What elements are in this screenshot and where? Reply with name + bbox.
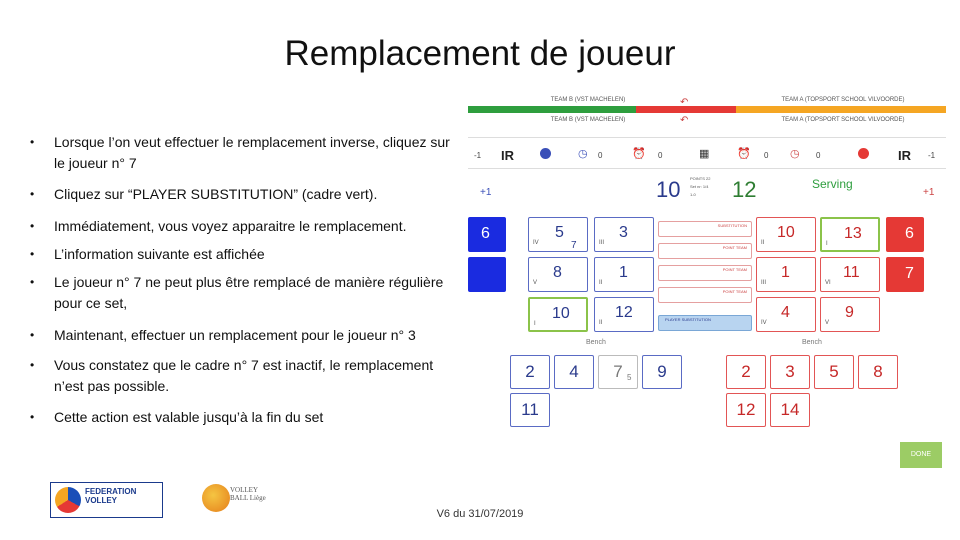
substitute-number: 7 — [571, 240, 577, 251]
bench-player[interactable]: 4 — [554, 355, 594, 389]
bench-player[interactable]: 2 — [510, 355, 550, 389]
position-label: VI — [825, 280, 831, 286]
set-info-line: POINTS 22 — [690, 176, 711, 181]
bullet-text: Immédiatement, vous voyez apparaitre le remplacement. — [54, 218, 407, 234]
bench-player[interactable]: 8 — [858, 355, 898, 389]
player-box[interactable] — [756, 257, 816, 292]
player-number: 5 — [555, 224, 564, 241]
app-screenshot — [468, 95, 950, 490]
score-left: 10 — [656, 177, 681, 202]
bullet-item — [30, 407, 460, 428]
position-label: I — [826, 241, 828, 247]
bullet-symbol: • — [30, 328, 35, 342]
player-number: 10 — [552, 305, 570, 322]
bullet-item — [30, 184, 460, 205]
timer-icon[interactable]: ◷ — [578, 148, 588, 160]
libero-number: 7 — [905, 265, 914, 282]
bullet-item — [30, 272, 460, 314]
position-label: IV — [533, 240, 539, 246]
player-number: 8 — [553, 264, 562, 281]
player-number: 3 — [619, 224, 628, 241]
left-ir[interactable]: IR — [501, 148, 514, 163]
bench-player[interactable]: 11 — [510, 393, 550, 427]
calendar-icon[interactable]: ▦ — [699, 148, 710, 160]
volleyball-icon[interactable] — [540, 148, 551, 159]
bullet-item — [30, 244, 460, 265]
bench-player-inactive[interactable] — [598, 355, 638, 389]
team-b-subheader: TEAM A (TOPSPORT SCHOOL VILVOORDE) — [781, 117, 905, 123]
done-button[interactable]: DONE — [900, 442, 942, 468]
position-label: III — [761, 280, 767, 286]
player-number: 12 — [615, 304, 633, 321]
club-logo-text: VOLLEY BALL Liège — [230, 486, 266, 502]
bullet-symbol: • — [30, 219, 35, 233]
event-item[interactable]: SUBSTITUTION — [658, 221, 752, 237]
position-label: V — [825, 320, 830, 326]
bullet-item — [30, 132, 460, 174]
bullet-text: Maintenant, effectuer un remplacement pour le joueur n° 3 — [54, 327, 416, 343]
team-a-header: TEAM B (VST MACHELEN) — [550, 97, 626, 103]
slide-title: Remplacement de joueur — [284, 34, 676, 73]
alarm-icon[interactable]: ⏰ — [632, 148, 646, 160]
player-substitution-button[interactable]: PLAYER SUBSTITUTION — [658, 315, 752, 331]
event-item[interactable]: POINT TEAM — [658, 243, 752, 259]
player-box[interactable] — [594, 257, 654, 292]
team-b-header: TEAM A (TOPSPORT SCHOOL VILVOORDE) — [781, 97, 905, 103]
left-minus[interactable]: -1 — [474, 151, 482, 160]
right-minus[interactable]: -1 — [928, 151, 936, 160]
plus-right-button[interactable]: +1 — [923, 187, 935, 198]
position-label: II — [599, 280, 603, 286]
bullet-item — [30, 325, 460, 346]
volleyball-icon[interactable] — [858, 148, 869, 159]
team-a-subheader: TEAM B (VST MACHELEN) — [550, 117, 626, 123]
position-label: V — [533, 280, 538, 286]
bullet-item — [30, 355, 460, 397]
bench-player[interactable]: 3 — [770, 355, 810, 389]
bullet-symbol: • — [30, 275, 35, 289]
player-box-selected[interactable] — [528, 297, 588, 332]
left-libero-2[interactable] — [468, 257, 506, 292]
federation-logo-text: FEDERATION VOLLEY — [85, 487, 137, 505]
event-item[interactable]: POINT TEAM — [658, 265, 752, 281]
position-label: I — [534, 321, 536, 327]
bench-label-left: Bench — [586, 339, 606, 346]
player-number: 11 — [843, 264, 860, 281]
bullet-text: Cette action est valable jusqu’à la fin du set — [54, 409, 324, 425]
right-ir[interactable]: IR — [898, 148, 911, 163]
position-label: IV — [761, 320, 767, 326]
substitute-number: 5 — [627, 373, 632, 382]
left-stat-2: 0 — [658, 151, 663, 160]
left-stat-1: 0 — [598, 151, 603, 160]
bench-player[interactable]: 14 — [770, 393, 810, 427]
position-label: II — [761, 240, 765, 246]
right-libero-1[interactable] — [886, 217, 924, 252]
team-a-bar — [468, 106, 636, 113]
footer-version: V6 du 31/07/2019 — [436, 508, 524, 520]
set-info-line: Set nr: 1/4 — [690, 184, 709, 189]
bench-label-right: Bench — [802, 339, 822, 346]
bullet-symbol: • — [30, 410, 35, 424]
bullet-symbol: • — [30, 247, 35, 261]
player-box[interactable] — [528, 217, 588, 252]
bullet-symbol: • — [30, 187, 35, 201]
player-number: 9 — [845, 304, 854, 321]
player-box[interactable] — [528, 257, 588, 292]
libero-number: 6 — [905, 225, 914, 242]
bullet-item — [30, 216, 460, 237]
bullet-symbol: • — [30, 358, 35, 372]
bullet-text: Vous constatez que le cadre n° 7 est inactif, le remplacement n’est pas possible. — [54, 357, 434, 394]
timer-icon[interactable]: ◷ — [790, 148, 800, 160]
bullet-text: Lorsque l’on veut effectuer le remplacement inverse, cliquez sur le joueur n° 7 — [54, 134, 450, 171]
bullet-text: Cliquez sur “PLAYER SUBSTITUTION” (cadre vert). — [54, 186, 378, 202]
player-box[interactable] — [756, 297, 816, 332]
score-right: 12 — [732, 177, 757, 202]
bench-player[interactable]: 12 — [726, 393, 766, 427]
right-libero-2[interactable] — [886, 257, 924, 292]
alarm-icon[interactable]: ⏰ — [737, 148, 751, 160]
set-info-line: 1-0 — [690, 192, 696, 197]
position-label: III — [599, 240, 605, 246]
player-number: 1 — [619, 264, 628, 281]
player-box-selected[interactable] — [820, 217, 880, 252]
plus-left-button[interactable]: +1 — [480, 187, 492, 198]
undo-icon[interactable]: ↶ — [680, 115, 689, 126]
bench-player-number: 7 — [613, 362, 623, 381]
libero-number: 6 — [481, 225, 490, 242]
bullet-text: Le joueur n° 7 ne peut plus être remplacé de manière régulière pour ce set, — [54, 274, 444, 311]
undo-icon[interactable]: ↶ — [680, 97, 689, 108]
player-box[interactable] — [756, 217, 816, 252]
left-libero-1[interactable] — [468, 217, 506, 252]
right-stat-1: 0 — [764, 151, 769, 160]
player-number: 4 — [781, 304, 790, 321]
bench-player[interactable]: 5 — [814, 355, 854, 389]
player-number: 13 — [844, 225, 862, 242]
bench-player[interactable]: 2 — [726, 355, 766, 389]
player-box[interactable] — [820, 257, 880, 292]
player-box[interactable] — [820, 297, 880, 332]
team-b-accent-bar — [736, 106, 946, 113]
player-number: 10 — [777, 224, 795, 241]
bullet-text: L’information suivante est affichée — [54, 246, 265, 262]
bench-player[interactable]: 9 — [642, 355, 682, 389]
bullet-symbol: • — [30, 135, 35, 149]
position-label: II — [599, 320, 603, 326]
player-box[interactable] — [594, 217, 654, 252]
player-number: 1 — [781, 264, 790, 281]
divider — [468, 137, 946, 138]
serving-indicator: Serving — [812, 177, 853, 191]
player-box[interactable] — [594, 297, 654, 332]
divider — [468, 168, 946, 169]
right-stat-2: 0 — [816, 151, 821, 160]
event-item[interactable]: POINT TEAM — [658, 287, 752, 303]
set-info — [690, 175, 730, 199]
